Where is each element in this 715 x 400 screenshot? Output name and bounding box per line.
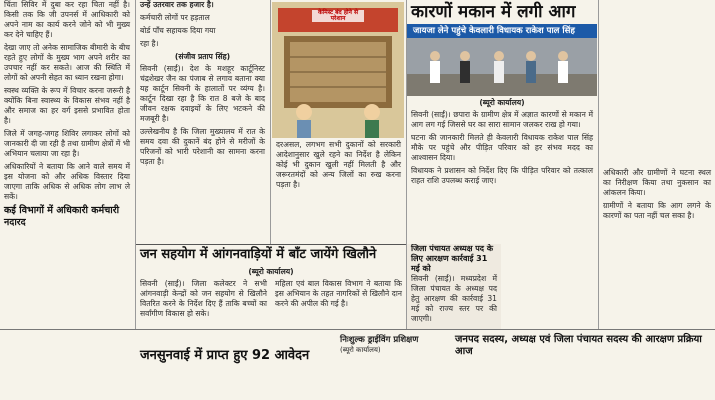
sub-box-paragraph: सिवनी (साईं)। मध्यप्रदेश में जिला पंचायत के अध्यक्ष पद हेतु आरक्षण की कार्रवाई 31 मई को राज्य स्तर पर की जाएगी। [411,274,497,323]
column-2-byline: (संजीव प्रताप सिंह) [174,52,231,61]
middle-paragraph-2: महिला एवं बाल विकास विभाग ने बताया कि इस अभियान के तहत नागरिकों से खिलौने दान करने की अपील की गई है। [275,279,402,308]
box-headline: कारणों मकान में लगी आग [411,2,576,22]
sub-news-box [407,244,501,330]
middle-byline: (ब्यूरो कार्यालय) [248,267,294,276]
news-photo-illustration [407,38,597,96]
column-2-lead: सिवनी (साईं)। देश के मशहूर कार्टूनिस्ट चंद्रशेखर जैन का पंजाब से लगाव बताना क्या यह कार्टून सिवनी के हालातों पर व्यंग्य है। कार्टून दिखा रहा है कि रात 8 बजे के बाद जीवन रक्षक दवाइयों के लिए भटकने की मजबूरी है। [140,64,265,123]
column-1-paragraph-2: देखा जाए तो अनेक सामाजिक बीमारी के बीच रहते हुए लोगों के मुख्य भाग अपने शरीर का उपचार नहीं कर सकते। आज की स्थिति में लोगों को अपनी सेहत का ध्यान रखना होगा। [4,43,130,82]
right-paragraph-2: घटना की जानकारी मिलते ही केवलारी विधायक राकेश पाल सिंह मौके पर पहुंचे और पीड़ित परिवार को हर संभव मदद का आश्वासन दिया। [411,133,593,162]
bottom-right-heading: जनपद सदस्य, अध्यक्ष एवं जिला पंचायत सदस्य की आरक्षण प्रक्रिया आज [455,334,702,357]
column-1-paragraph-4: जिले में जगह-जगह शिविर लगाकर लोगों को जानकारी दी जा रही है तथा ग्रामीण क्षेत्रों में भी अभियान चलाया जा रहा है। [4,129,130,158]
right-paragraph-1: सिवनी (साईं)। छपारा के ग्रामीण क्षेत्र में अज्ञात कारणों से मकान में आग लग गई जिससे घर का सारा सामान जलकर राख हो गया। [411,110,593,129]
bottom-center-byline: (ब्यूरो कार्यालय) [340,346,381,354]
right-byline: (ब्यूरो कार्यालय) [479,98,525,107]
column-1-paragraph-1: चिंता सिविर में दुबा कर रहा चिता नहीं है। किसी तक कि जी उपनर्स में आधिकारी को अपने नाम का कार्य करने जोने को भी मुख्य कर देने चाहिए हैं। [4,0,130,39]
column-3-paragraph-1: दरअसल, लगभग सभी दुकानों को सरकारी आदेशानुसार खुले रहने का निर्देश है लेकिन कोई भी दुकान खुली नहीं मिलती है और जरूरतमंदों को अन्य जिलों का रुख करना पड़ता है। [276,140,401,189]
far-right-paragraph-1: अधिकारी और ग्रामीणों ने घटना स्थल का निरीक्षण किया तथा नुकसान का आंकलन किया। [603,168,711,197]
middle-paragraph-1: सिवनी (साईं)। जिला कलेक्टर ने सभी आंगनवाड़ी केन्द्रों को जन सहयोग से खिलौने वितरित करने के निर्देश दिए हैं ताकि बच्चों का सर्वांगीण विकास हो सके। [140,279,267,318]
column-2-paragraph-1: उल्लेखनीय है कि जिला मुख्यालय में रात के समय दवा की दुकानें बंद होने से मरीजों के परिजनों को भारी परेशानी का सामना करना पड़ता है। [140,127,265,166]
cartoon-image [272,2,404,138]
column-1-bottom-heading: कई विभागों में अधिकारी कर्मचारी नदारद [4,205,120,228]
sub-box-heading: जिला पंचायत अध्यक्ष पद के लिए आरक्षण कार्रवाई 31 मई को [411,244,493,273]
middle-story [136,244,406,330]
sidebar-line-3: बोर्ड पाँच सहायक दिया गया [140,26,216,35]
bottom-left-heading: जनसुनवाई में प्राप्त हुए 92 आवेदन [140,348,310,363]
sidebar-line-2: कर्मचारी लोगों पर हड़ताल [140,13,210,22]
middle-headline: जन सहयोग में आंगनवाड़ियों में बाँट जायेंगे खिलौने [136,244,406,265]
column-1-paragraph-3: स्वस्थ व्यक्ति के रूप में विचार करना जरूरी है क्योंकि बिना स्वास्थ्य के विकास संभव नहीं है और समाज का हर वर्ग इससे प्रभावित होता है। [4,86,130,125]
sidebar-line-1: उन्हें उतरवार तक हजार है। [140,0,214,9]
right-paragraph-3: विधायक ने प्रशासन को निर्देश दिए कि पीड़ित परिवार को तत्काल राहत राशि उपलब्ध कराई जाए। [411,166,593,185]
cartoon-bubble: केमिस्ट बंद होने से परेशान [317,9,359,22]
bottom-band [0,329,715,400]
column-1-paragraph-5: अधिकारियों ने बताया कि आने वाले समय में इस योजना को और अधिक विस्तार दिया जाएगा ताकि अधिक से अधिक लोग लाभ ले सकें। [4,162,130,201]
sidebar-line-4: रहा है। [140,39,159,48]
bottom-center-heading: निःशुल्क ड्राईविंग प्रशिक्षण [340,335,419,345]
photo-caption-banner: जायजा लेने पहुंचे केवलारी विधायक राकेश पाल सिंह [407,24,597,38]
cartoon-illustration [272,2,404,138]
far-right-paragraph-2: ग्रामीणों ने बताया कि आग लगने के कारणों का पता नहीं चल सका है। [603,201,711,220]
news-photo [407,38,597,96]
